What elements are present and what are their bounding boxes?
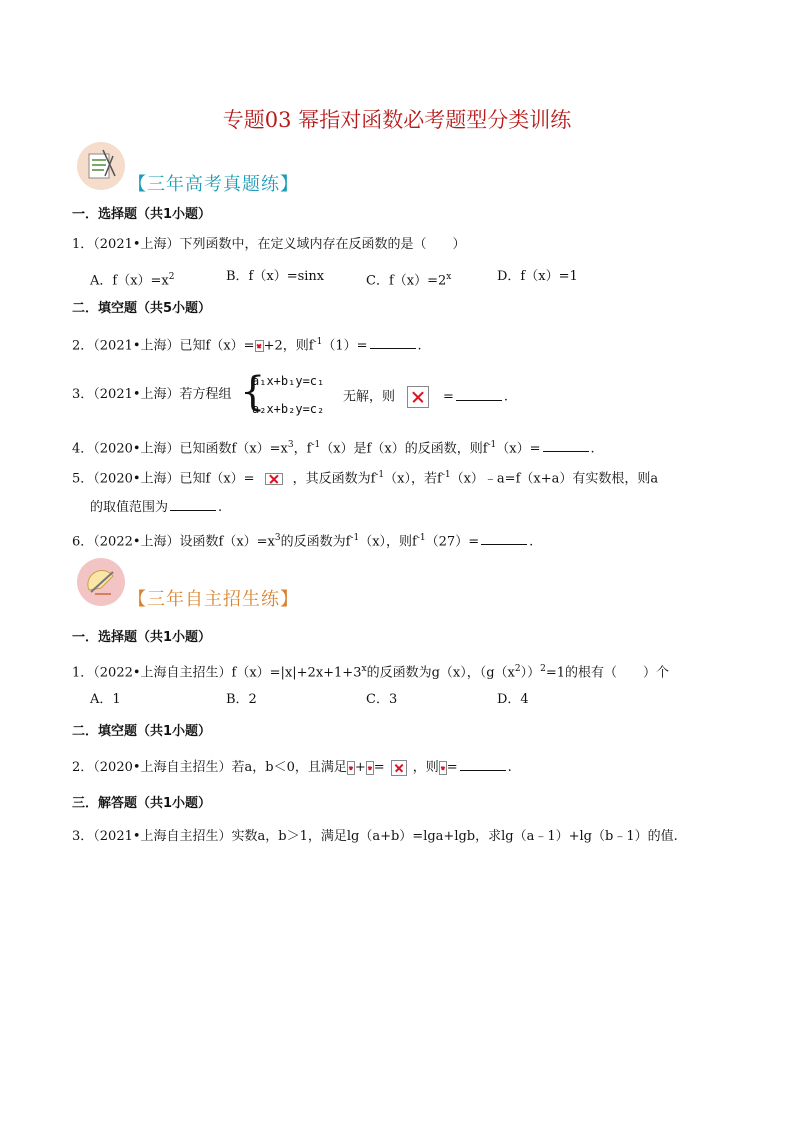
option-d: D．f（x）=1	[497, 269, 578, 284]
question-1-2: 2．（2021•上海）已知f（x）= +2，则$f^{-1}(1)=$ .	[72, 337, 422, 354]
formula-image-placeholder	[439, 761, 447, 775]
equation-line-2: a₂x+b₂y=c₂	[252, 402, 325, 416]
formula-image-placeholder	[366, 761, 374, 775]
question-1-6: 6．（2022•上海）设函数$f(x)=x^3$的反函数为$f^{-1}(x)$，则$f^{-1}(27)=$ .	[72, 533, 534, 550]
section-heading-zizhu: 【三年自主招生练】	[128, 589, 299, 610]
option-b-2: B．2	[226, 692, 257, 707]
question-1-5: 5．（2020•上海）已知f（x）= ，其反函数为$f^{-1}(x)$，若$f^{-1}(x)﹣a=f(x+a)$有实数根，则a	[72, 470, 659, 487]
fill-header-2: 二．填空题（共1小题）	[72, 724, 212, 739]
section-heading-gaokao: 【三年高考真题练】	[128, 174, 299, 195]
answer-blank	[460, 758, 506, 771]
page-title: 专题03 幂指对函数必考题型分类训练	[222, 108, 572, 132]
fill-header-1: 二．填空题（共5小题）	[72, 301, 212, 316]
choice-header-2: 一．选择题（共1小题）	[72, 630, 212, 645]
option-c-2: C．3	[366, 692, 398, 707]
choice-header-1: 一．选择题（共1小题）	[72, 207, 212, 222]
protractor-icon	[77, 558, 125, 606]
formula-image-placeholder	[347, 761, 355, 775]
question-1-1: 1．（2021•上海）下列函数中，在定义域内存在反函数的是（ ）	[72, 237, 466, 252]
formula-image-placeholder	[391, 760, 407, 776]
answer-blank	[543, 439, 589, 452]
equation-line-1: a₁x+b₁y=c₁	[252, 374, 325, 388]
equation-brace: {	[240, 369, 266, 415]
question-1-5-line2: 的取值范围为 .	[90, 500, 223, 515]
option-d-2: D．4	[497, 692, 529, 707]
option-b: B．f（x）=sinx	[226, 269, 325, 284]
formula-image-placeholder	[265, 473, 283, 485]
answer-blank	[170, 498, 216, 511]
question-2-2: 2．（2020•上海自主招生）若a，b＜0，且满足 + = ，则 = .	[72, 760, 512, 775]
answer-blank	[456, 388, 502, 401]
question-1-3-tail: 无解，则 = .	[343, 386, 508, 408]
answer-blank	[370, 336, 416, 349]
question-1-3: 3．（2021•上海）若方程组	[72, 387, 232, 402]
formula-image-placeholder	[255, 340, 264, 352]
option-a-2: A．1	[90, 692, 121, 707]
solve-header-2: 三．解答题（共1小题）	[72, 796, 212, 811]
question-1-4: 4．（2020•上海）已知函数$f(x)=x^3$，$f^{-1}(x)$是f（x）的反函数，则$f^{-1}(x)=$ .	[72, 440, 595, 457]
question-2-3: 3．（2021•上海自主招生）实数a，b＞1，满足lg（a+b）=lga+lgb，求lg（a﹣1）+lg（b﹣1）的值.	[72, 829, 678, 844]
option-a: A．$f(x)=x^2$	[90, 272, 175, 289]
answer-blank	[481, 532, 527, 545]
question-2-1: 1．（2022•上海自主招生）$f(x)=|x|+2x+1+3^x$的反函数为g（x），$(g(x^2))^2=1$的根有（ ）个	[72, 664, 670, 681]
notebook-icon	[77, 142, 125, 190]
option-c: C．$f(x)=2^x$	[366, 272, 452, 289]
formula-image-placeholder	[407, 386, 429, 408]
